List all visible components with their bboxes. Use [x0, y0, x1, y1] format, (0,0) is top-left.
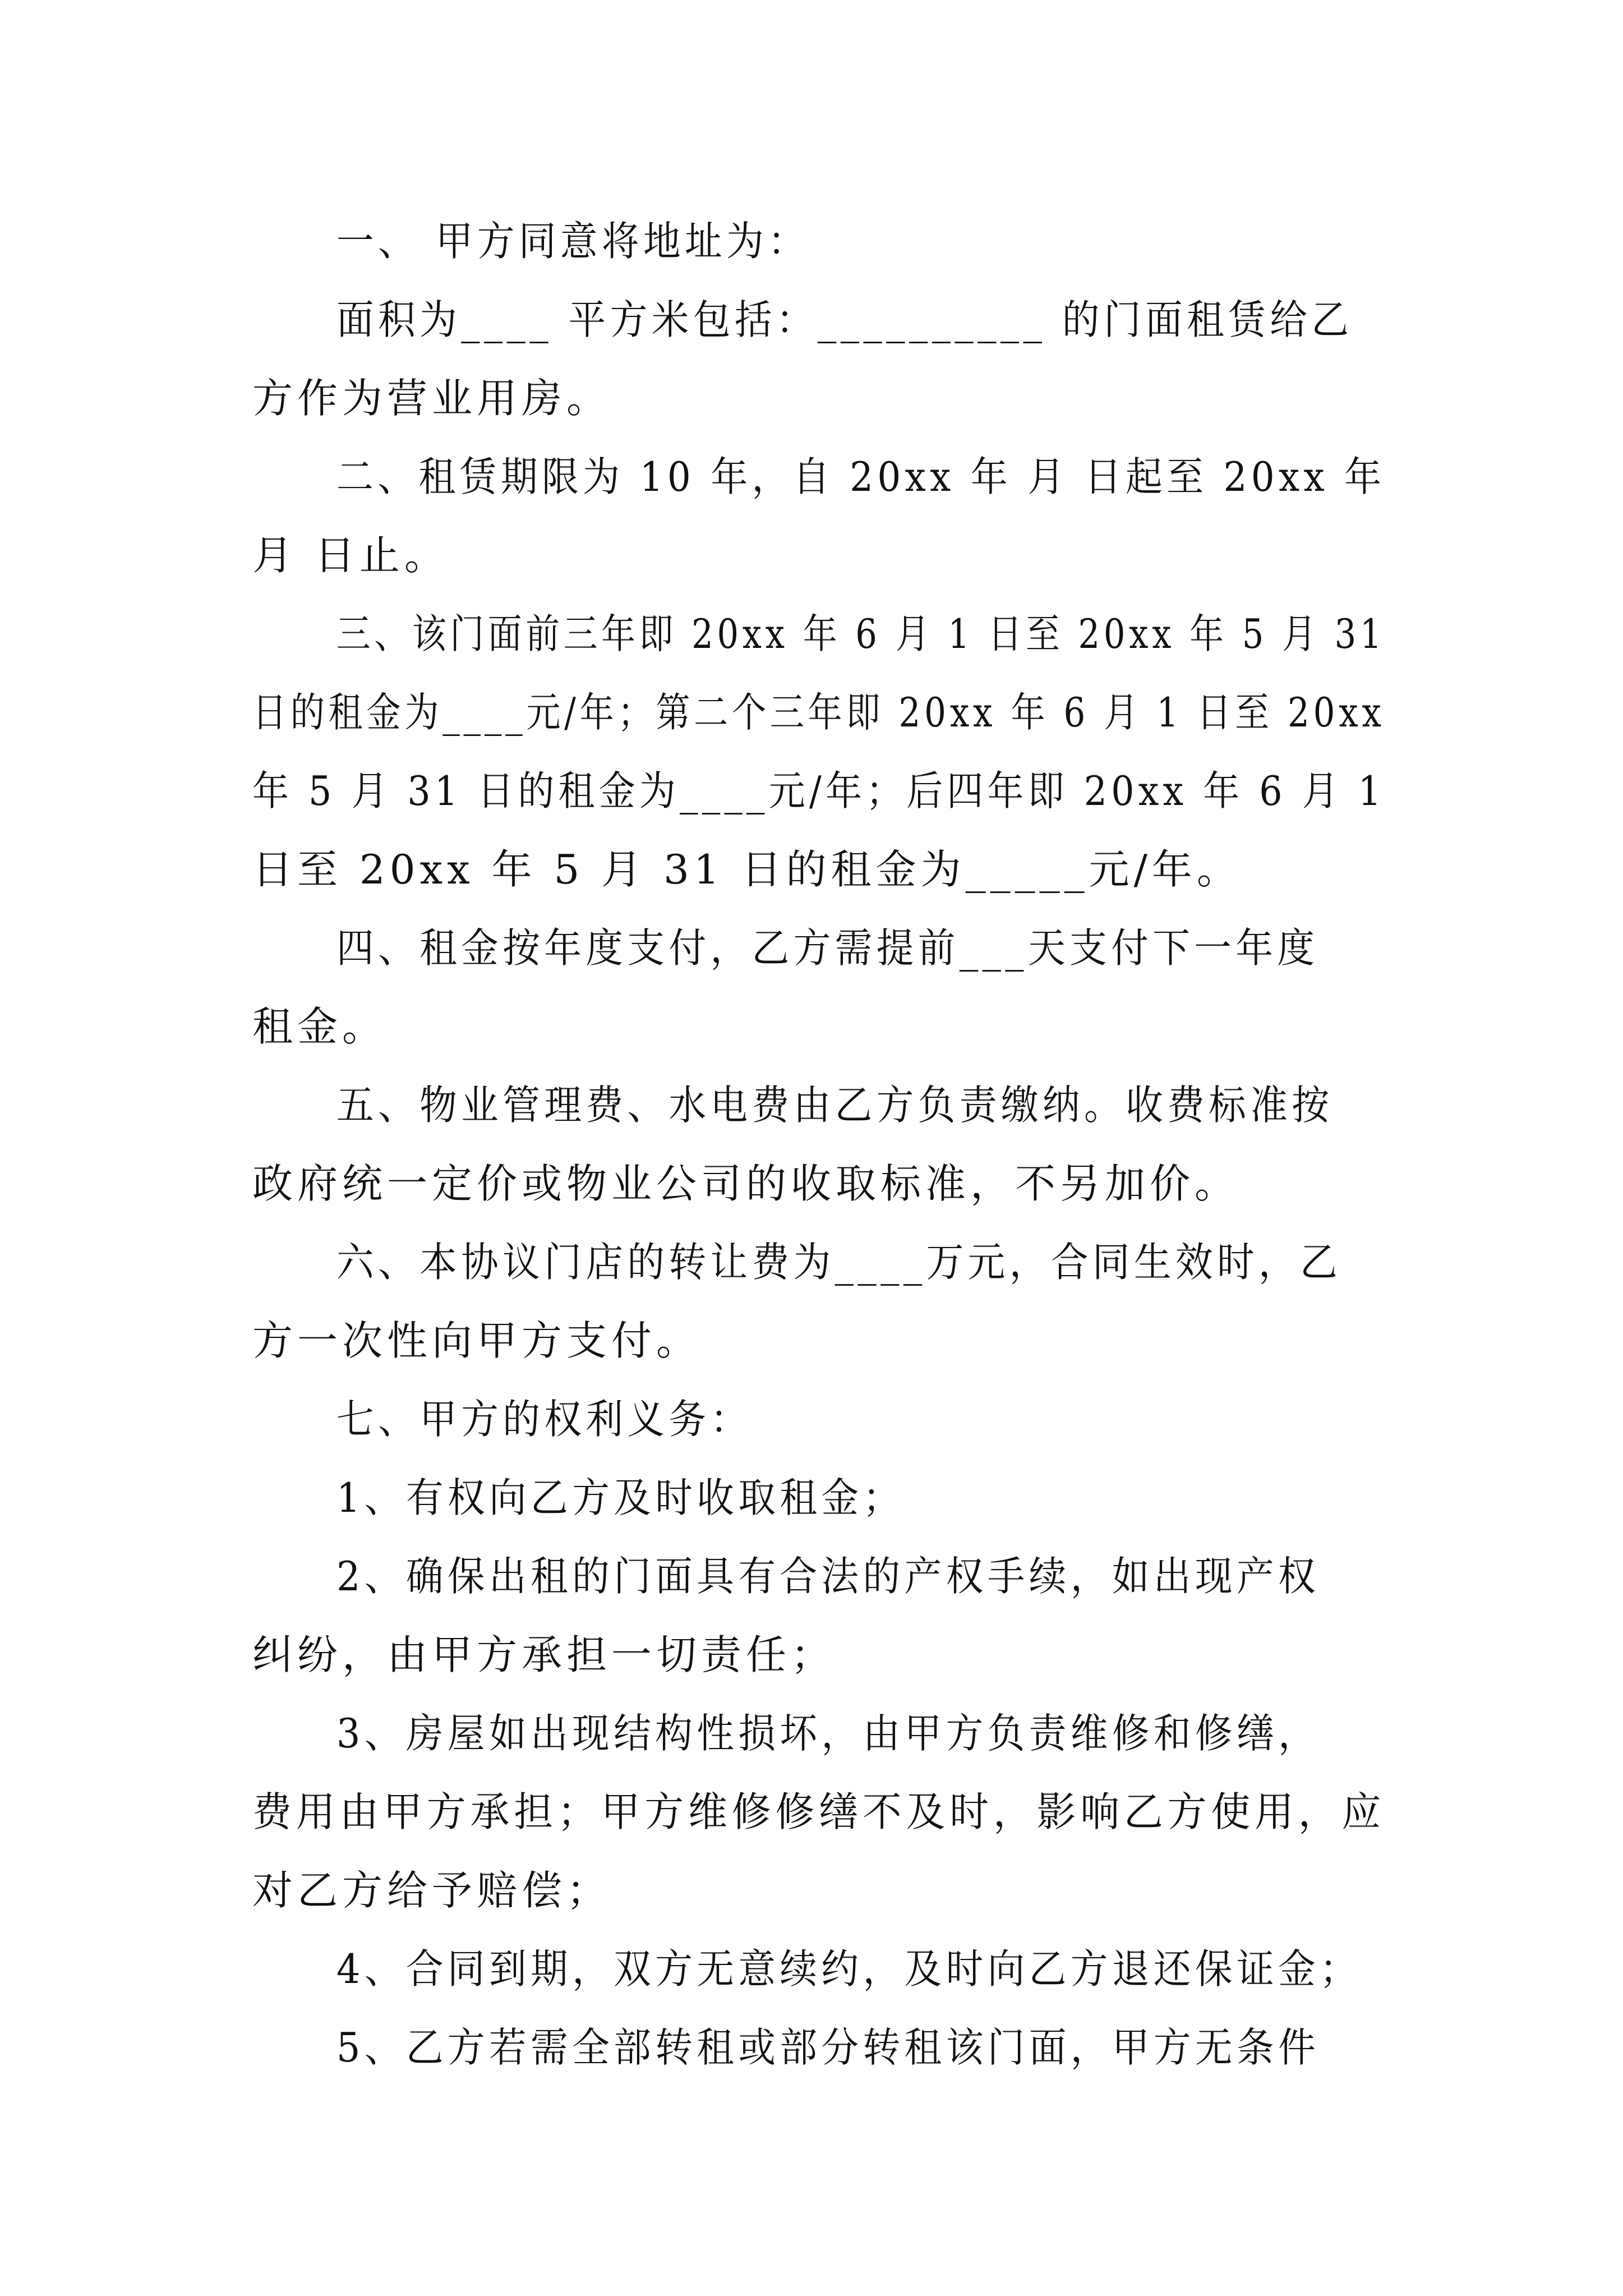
clause-6-line-2: 方一次性向甲方支付。 [252, 1317, 702, 1364]
clause-5-line-2: 政府统一定价或物业公司的收取标准，不另加价。 [252, 1160, 1240, 1207]
clause-3-line-4: 日至 20xx 年 5 月 31 日的租金为_____元/年。 [252, 846, 1242, 893]
clause-4-line-1: 四、租金按年度支付，乙方需提前___天支付下一年度 [336, 924, 1319, 972]
clause-1-line-1: 一、 甲方同意将地址为： [336, 218, 810, 265]
duty-1: 1、有权向乙方及时收取租金； [336, 1474, 905, 1521]
clause-3-line-2: 日的租金为____元/年；第二个三年即 20xx 年 6 月 1 日至 20xx [252, 689, 1385, 736]
clause-5-line-1: 五、物业管理费、水电费由乙方负责缴纳。收费标准按 [336, 1082, 1334, 1129]
duty-3-line-3: 对乙方给予赔偿； [252, 1867, 612, 1914]
clause-4-line-2: 租金。 [252, 1003, 388, 1050]
clause-6-line-1: 六、本协议门店的转让费为____万元，合同生效时，乙 [336, 1239, 1342, 1286]
clause-2-line-2: 月 日止。 [252, 532, 449, 579]
duty-3-line-1: 3、房屋如出现结构性损坏，由甲方负责维修和修缮， [336, 1710, 1320, 1757]
duty-4: 4、合同到期，双方无意续约，及时向乙方退还保证金； [336, 1945, 1362, 1993]
clause-2-line-1: 二、租赁期限为 10 年，自 20xx 年 月 日起至 20xx 年 [336, 453, 1386, 500]
clause-3-line-3: 年 5 月 31 日的租金为____元/年；后四年即 20xx 年 6 月 1 [252, 767, 1386, 815]
duty-3-line-2: 费用由甲方承担；甲方维修修缮不及时，影响乙方使用，应 [252, 1788, 1386, 1835]
clause-7-heading: 七、甲方的权利义务： [336, 1396, 752, 1443]
duty-2-line-1: 2、确保出租的门面具有合法的产权手续，如出现产权 [336, 1553, 1320, 1600]
clause-1-line-2: 面积为____ 平方米包括：__________ 的门面租赁给乙 [336, 296, 1353, 343]
duty-5-line-1: 5、乙方若需全部转租或部分转租该门面，甲方无条件 [336, 2024, 1320, 2071]
clause-1-line-3: 方作为营业用房。 [252, 375, 612, 422]
duty-2-line-2: 纠纷，由甲方承担一切责任； [252, 1631, 836, 1678]
clause-3-line-1: 三、该门面前三年即 20xx 年 6 月 1 日至 20xx 年 5 月 31 [336, 610, 1386, 657]
